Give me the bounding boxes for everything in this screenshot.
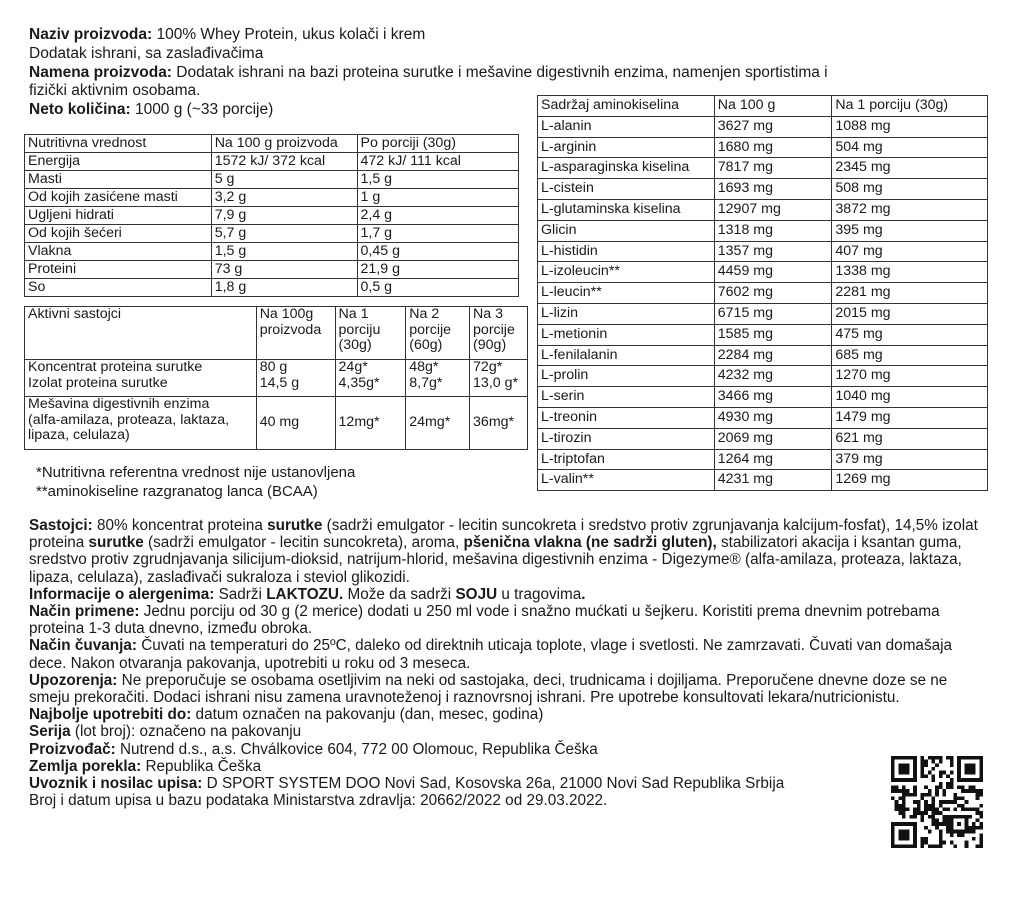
nutrition-cell: So: [25, 279, 212, 297]
amino-cell: 1357 mg: [714, 241, 832, 262]
amino-row: [538, 345, 988, 366]
batch-text: (lot broj): označeno na pakovanju: [70, 723, 302, 741]
amino-header-row: [538, 96, 988, 117]
amino-cell: 7817 mg: [714, 158, 832, 179]
amino-cell: 1693 mg: [714, 179, 832, 200]
cell-line: 24g*: [338, 359, 368, 375]
footnote-bcaa: **aminokiseline razgranatog lanca (BCAA): [36, 483, 318, 500]
amino-cell: 3466 mg: [714, 387, 832, 408]
active-cell: 40 mg: [256, 397, 335, 450]
purpose-value: Dodatak ishrani na bazi proteina surutke i mešavine digestivnih enzima, namenjen sportistima i: [171, 64, 828, 81]
label-text-block: [29, 517, 984, 809]
active-cell: [256, 360, 335, 397]
cell-line: Mešavina digestivnih enzima: [28, 396, 210, 412]
ingredients-bold: surutke: [267, 517, 323, 534]
header-line: (90g): [473, 337, 507, 353]
amino-row: [538, 116, 988, 137]
allergens-text: Sadrži: [214, 585, 267, 603]
footnote-nrv: *Nutritivna referentna vrednost nije ustanovljena: [36, 464, 356, 481]
allergens-bold: SOJU: [455, 585, 498, 603]
amino-cell: 407 mg: [832, 241, 988, 262]
product-subtitle: Dodatak ishrani, sa zaslađivačima: [29, 45, 264, 62]
active-header-row: [25, 307, 528, 360]
active-header-cell: [406, 307, 470, 360]
batch-paragraph: [29, 723, 984, 740]
importer-label: Uvoznik i nosilac upisa:: [29, 775, 203, 793]
usage-label: Način primene:: [29, 603, 140, 621]
nutrition-cell: Ugljeni hidrati: [25, 207, 212, 225]
ingredients-paragraph: [29, 517, 984, 586]
nutrition-cell: Nutritivna vrednost: [25, 135, 212, 153]
warnings-text: Ne preporučuje se osobama osetljivim na neki od sastojaka, deci, trudnicama i dojiljama. Preporučene dnevne doze se ne smeju prekoračiti. Dodaci ishrani nisu zamena uravnoteženoj i raznovrsnoj ishrani. Pre upotrebe konsultovati lekara/nutricionistu.: [29, 671, 948, 707]
header-line: Na 2: [409, 306, 440, 322]
cell-line: 48g*: [409, 359, 439, 375]
amino-cell: L-glutaminska kiselina: [538, 199, 715, 220]
nutrition-row: [25, 261, 519, 279]
amino-cell: 685 mg: [832, 345, 988, 366]
nutrition-cell: 21,9 g: [357, 261, 518, 279]
active-cell: 24mg*: [406, 397, 470, 450]
active-ingredients-table: [24, 306, 528, 450]
nutrition-cell: 73 g: [211, 261, 357, 279]
ingredients-text: stabilizatori akacija i ksantan guma, sredstvo protiv zgrudnjavanja silicijum-dioksid, natrijum-hlorid, mešavina digestivnih enzima - Digezyme® (alfa-amilaza, proteaza, laktaza, lipaza, celulaza), zaslađivači sukraloza i steviol glikozidi.: [29, 534, 962, 586]
amino-row: [538, 366, 988, 387]
nutrition-cell: Po porciji (30g): [357, 135, 518, 153]
active-cell: 36mg*: [470, 397, 528, 450]
nutrition-cell: 472 kJ/ 111 kcal: [357, 153, 518, 171]
product-name-label: Naziv proizvoda:: [29, 26, 153, 43]
amino-cell: 2281 mg: [832, 283, 988, 304]
amino-cell: L-asparaginska kiselina: [538, 158, 715, 179]
header-line: (30g): [338, 337, 372, 353]
amino-cell: L-triptofan: [538, 449, 715, 470]
cell-line: lipaza, celulaza): [28, 427, 130, 443]
cell-line: 72g*: [473, 359, 503, 375]
active-cell: [406, 360, 470, 397]
header-line: Na 100g: [259, 306, 314, 322]
amino-cell: Sadržaj aminokiselina: [538, 96, 715, 117]
active-row-whey: [25, 360, 528, 397]
producer-text: Nutrend d.s., a.s. Chválkovice 604, 772 00 Olomouc, Republika Češka: [115, 740, 598, 758]
amino-cell: 2069 mg: [714, 428, 832, 449]
best-before-paragraph: [29, 706, 984, 723]
nutrition-cell: 5 g: [211, 171, 357, 189]
amino-cell: Na 1 porciju (30g): [832, 96, 988, 117]
cell-line: Koncentrat proteina surutke: [28, 359, 203, 375]
active-row-enzymes: [25, 397, 528, 450]
cell-line: 80 g: [259, 359, 288, 375]
allergens-text: u tragovima: [497, 585, 582, 603]
net-quantity-label: Neto količina:: [29, 101, 131, 118]
amino-acid-table: [537, 95, 988, 491]
nutrition-row: [25, 207, 519, 225]
amino-row: [538, 407, 988, 428]
amino-row: [538, 470, 988, 491]
storage-label: Način čuvanja:: [29, 637, 137, 655]
amino-cell: L-cistein: [538, 179, 715, 200]
amino-row: [538, 283, 988, 304]
nutrition-cell: 0,45 g: [357, 243, 518, 261]
amino-cell: 475 mg: [832, 324, 988, 345]
header-line: porcije: [409, 321, 452, 338]
amino-cell: 4930 mg: [714, 407, 832, 428]
amino-cell: 1479 mg: [832, 407, 988, 428]
cell-line: 4,35g*: [338, 374, 380, 391]
header-line: proizvoda: [259, 321, 322, 338]
usage-text: Jednu porciju od 30 g (2 merice) dodati u 250 ml vode i snažno mućkati u šejkeru. Koristiti prema dnevnim potrebama proteina 1-3 duta dnevno, između obroka.: [29, 603, 940, 638]
storage-paragraph: [29, 637, 984, 671]
amino-cell: Na 100 g: [714, 96, 832, 117]
net-quantity-line: [29, 101, 273, 118]
nutrition-cell: 1,5 g: [357, 171, 518, 189]
amino-cell: 1088 mg: [832, 116, 988, 137]
cell-line: 8,7g*: [409, 374, 443, 391]
amino-cell: 1040 mg: [832, 387, 988, 408]
amino-row: [538, 387, 988, 408]
ingredients-bold: surutke: [88, 534, 144, 552]
amino-cell: L-metionin: [538, 324, 715, 345]
nutrition-cell: Proteini: [25, 261, 212, 279]
active-cell: [335, 360, 406, 397]
batch-label: Serija: [29, 723, 71, 741]
cell-line: 14,5 g: [259, 374, 300, 391]
amino-cell: 2284 mg: [714, 345, 832, 366]
amino-cell: 2345 mg: [832, 158, 988, 179]
active-cell: 12mg*: [335, 397, 406, 450]
active-header-cell: [256, 307, 335, 360]
allergens-text: Može da sadrži: [343, 585, 456, 603]
nutrition-table: [24, 134, 519, 297]
cell-line: (alfa-amilaza, proteaza, laktaza,: [28, 411, 230, 428]
amino-row: [538, 158, 988, 179]
origin-paragraph: [29, 758, 984, 775]
amino-row: [538, 220, 988, 241]
amino-cell: L-serin: [538, 387, 715, 408]
active-header-cell: [470, 307, 528, 360]
nutrition-row: [25, 243, 519, 261]
amino-cell: 4231 mg: [714, 470, 832, 491]
amino-cell: L-valin**: [538, 470, 715, 491]
header-line: porcije: [473, 321, 515, 338]
active-cell: [470, 360, 528, 397]
nutrition-cell: 1,8 g: [211, 279, 357, 297]
amino-row: [538, 449, 988, 470]
active-cell: [25, 397, 257, 450]
amino-row: [538, 303, 988, 324]
amino-cell: Glicin: [538, 220, 715, 241]
nutrition-cell: 1 g: [357, 189, 518, 207]
nutrition-row: [25, 189, 519, 207]
amino-cell: 1264 mg: [714, 449, 832, 470]
amino-cell: 1318 mg: [714, 220, 832, 241]
amino-row: [538, 428, 988, 449]
amino-cell: 504 mg: [832, 137, 988, 158]
header-line: Na 3: [473, 306, 504, 322]
amino-cell: L-treonin: [538, 407, 715, 428]
importer-paragraph: [29, 775, 984, 792]
amino-cell: L-leucin**: [538, 283, 715, 304]
registry-paragraph: Broj i datum upisa u bazu podataka Ministarstva zdravlja: 20662/2022 od 29.03.2022.: [29, 792, 608, 810]
ingredients-text: (sadrži emulgator - lecitin suncokreta), aroma,: [143, 534, 464, 552]
allergens-paragraph: [29, 586, 984, 603]
product-purpose-line-2: fizički aktivnim osobama.: [29, 82, 201, 99]
amino-cell: L-alanin: [538, 116, 715, 137]
amino-cell: 508 mg: [832, 179, 988, 200]
amino-cell: L-histidin: [538, 241, 715, 262]
amino-cell: 3627 mg: [714, 116, 832, 137]
amino-cell: L-prolin: [538, 366, 715, 387]
amino-row: [538, 179, 988, 200]
nutrition-cell: Od kojih šećeri: [25, 225, 212, 243]
product-name-line: [29, 26, 425, 43]
amino-cell: 379 mg: [832, 449, 988, 470]
nutrition-cell: Od kojih zasićene masti: [25, 189, 212, 207]
nutrition-header-row: [25, 135, 519, 153]
allergens-label: Informacije o alergenima:: [29, 585, 215, 603]
amino-cell: 7602 mg: [714, 283, 832, 304]
nutrition-cell: 7,9 g: [211, 207, 357, 225]
allergens-bold: .: [581, 585, 586, 603]
cell-line: Izolat proteina surutke: [28, 374, 168, 391]
amino-cell: 1338 mg: [832, 262, 988, 283]
origin-label: Zemlja porekla:: [29, 757, 142, 775]
amino-row: [538, 199, 988, 220]
net-quantity-value: 1000 g (~33 porcije): [130, 101, 274, 118]
amino-cell: 4232 mg: [714, 366, 832, 387]
nutrition-cell: 1572 kJ/ 372 kcal: [211, 153, 357, 171]
amino-row: [538, 241, 988, 262]
nutrition-row: [25, 225, 519, 243]
active-cell: [25, 360, 257, 397]
amino-cell: L-lizin: [538, 303, 715, 324]
producer-label: Proizvođač:: [29, 740, 116, 758]
amino-cell: L-arginin: [538, 137, 715, 158]
amino-cell: 1269 mg: [832, 470, 988, 491]
ingredients-text: 80% koncentrat proteina: [92, 517, 268, 534]
producer-paragraph: [29, 741, 984, 758]
usage-paragraph: [29, 603, 984, 637]
amino-cell: L-tirozin: [538, 428, 715, 449]
ingredients-label: Sastojci:: [29, 517, 93, 534]
amino-cell: 6715 mg: [714, 303, 832, 324]
nutrition-cell: Energija: [25, 153, 212, 171]
amino-row: [538, 324, 988, 345]
qr-code-icon[interactable]: [891, 756, 983, 848]
amino-row: [538, 137, 988, 158]
allergens-bold: LAKTOZU.: [266, 585, 344, 603]
header-line: (60g): [409, 337, 443, 353]
amino-cell: 395 mg: [832, 220, 988, 241]
ingredients-bold: pšenična vlakna (ne sadrži gluten),: [463, 534, 717, 552]
amino-cell: L-izoleucin**: [538, 262, 715, 283]
nutrition-cell: Na 100 g proizvoda: [211, 135, 357, 153]
amino-cell: 1585 mg: [714, 324, 832, 345]
amino-cell: 1680 mg: [714, 137, 832, 158]
amino-cell: 2015 mg: [832, 303, 988, 324]
amino-cell: 12907 mg: [714, 199, 832, 220]
nutrition-row: [25, 279, 519, 297]
amino-cell: 4459 mg: [714, 262, 832, 283]
nutrition-cell: 3,2 g: [211, 189, 357, 207]
nutrition-cell: Vlakna: [25, 243, 212, 261]
best-before-label: Najbolje upotrebiti do:: [29, 706, 192, 724]
importer-text: D SPORT SYSTEM DOO Novi Sad, Kosovska 26a, 21000 Novi Sad Republika Srbija: [202, 775, 785, 793]
warnings-paragraph: [29, 672, 984, 706]
amino-cell: 3872 mg: [832, 199, 988, 220]
nutrition-cell: 1,5 g: [211, 243, 357, 261]
nutrition-cell: 1,7 g: [357, 225, 518, 243]
amino-row: [538, 262, 988, 283]
active-header-cell: Aktivni sastojci: [25, 307, 257, 360]
amino-cell: L-fenilalanin: [538, 345, 715, 366]
purpose-label: Namena proizvoda:: [29, 64, 172, 81]
warnings-label: Upozorenja:: [29, 671, 118, 689]
nutrition-cell: 2,4 g: [357, 207, 518, 225]
header-line: Na 1: [338, 306, 369, 322]
header-line: porciju: [338, 321, 381, 338]
active-header-cell: [335, 307, 406, 360]
amino-cell: 621 mg: [832, 428, 988, 449]
cell-line: 13,0 g*: [473, 374, 519, 391]
best-before-text: datum označen na pakovanju (dan, mesec, godina): [191, 706, 544, 724]
product-purpose-line: [29, 64, 828, 81]
nutrition-row: [25, 153, 519, 171]
nutrition-cell: Masti: [25, 171, 212, 189]
origin-text: Republika Češka: [141, 757, 262, 775]
nutrition-row: [25, 171, 519, 189]
amino-cell: 1270 mg: [832, 366, 988, 387]
nutrition-cell: 0,5 g: [357, 279, 518, 297]
product-name-value: 100% Whey Protein, ukus kolači i krem: [152, 26, 426, 43]
nutrition-cell: 5,7 g: [211, 225, 357, 243]
storage-text: Čuvati na temperaturi do 25ºC, daleko od direktnih uticaja toplote, vlage i svetlosti. Ne zamrzavati. Čuvati van domašaja dece. Nakon otvaranja pakovanja, upotrebiti u roku od 3 meseca.: [29, 637, 953, 672]
ingredients-text: (sadrži emulgator - lecitin suncokreta i sredstvo protiv zgrunjavanja kalcijum-fosfat), 14,5% izolat proteina: [29, 517, 978, 552]
